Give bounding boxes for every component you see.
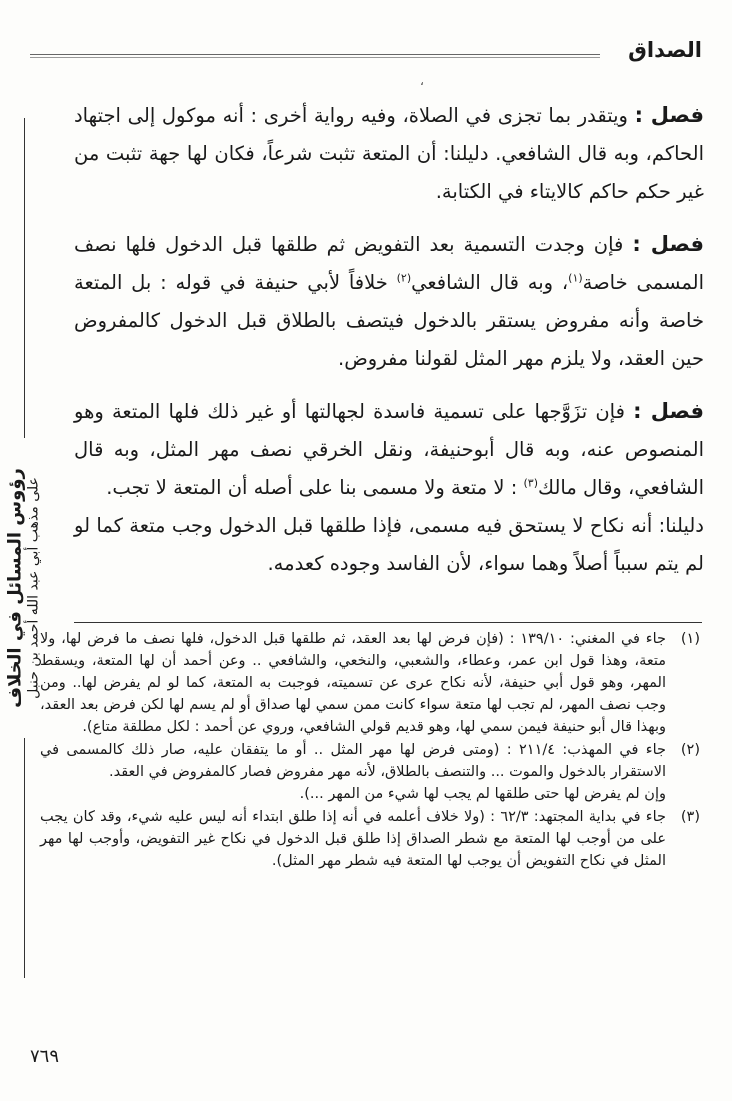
footnote-ref-3[interactable]: (٣) [523, 476, 539, 490]
footnote-text-continued: وإن لم يفرض لها حتى طلقها لم يجب لها شيء من المهر ...). [299, 786, 666, 802]
footnote-1 [40, 628, 700, 738]
footnote-2 [40, 739, 700, 805]
footnote-number: (٣) [680, 809, 700, 825]
footnote-ref-2[interactable]: (٢) [396, 271, 412, 285]
paragraph-text: ويتقدر بما تجزى في الصلاة، وفيه رواية أخرى : أنه موكول إلى اجتهاد الحاكم، وبه قال الشافعي. دليلنا: أن المتعة تثبت شرعاً، فكان لها جهة تثبت من غير حكم حاكم كالايتاء في الكتابة. [74, 104, 704, 203]
side-rule-bottom [24, 738, 25, 978]
stray-mark: ، [420, 74, 424, 88]
paragraph-text: فإن تزَوَّجها على تسمية فاسدة لجهالتها أو غير ذلك فلها المتعة وهو المنصوص عنه، وبه قال أبوحنيفة، ونقل الخرقي نصف مهر المثل، وبه قال الشافعي، وقال مالك [74, 400, 704, 499]
paragraph-2 [74, 225, 704, 378]
chapter-title: الصداق [628, 38, 702, 62]
paragraph-text: ، وبه قال الشافعي [411, 271, 569, 294]
paragraph-1 [74, 96, 704, 211]
footnote-text: جاء في بداية المجتهد: ٦٢/٣ : (ولا خلاف أعلمه في أنه إذا طلق ابتداء أنه ليس عليه شيء، وقد كان يجب على من أوجب لها المتعة مع شطر الصداق إذا طلق قبل الدخول في نكاح غير التفويض، وأوجب لها مهر المثل في نكاح التفويض أن يوجب لها المتعة فيه شطر مهر المثل). [40, 809, 666, 869]
paragraph-text: فإن وجدت التسمية بعد التفويض ثم طلقها قبل الدخول فلها نصف المسمى خاصة [74, 233, 705, 294]
footnote-separator [74, 622, 702, 623]
side-title-block [5, 468, 42, 708]
paragraph-3 [74, 392, 704, 507]
paragraph-text: خلافاً لأبي حنيفة في قوله : بل المتعة خاصة وأنه مفروض يستقر بالدخول فيتصف بالطلاق قبل الدخول كالمفروض حين العقد، ولا يلزم مهر المثل لقولنا مفروض. [74, 271, 704, 370]
footnote-number: (٢) [680, 742, 700, 758]
footnote-ref-1[interactable]: (١) [568, 271, 583, 285]
side-rule-top [24, 118, 25, 438]
footnote-text: جاء في المهذب: ٢١١/٤ : (ومتى فرض لها مهر المثل .. أو ما يتفقان عليه، صار ذلك كالمسمى في الاستقرار بالدخول والموت ... والتنصف بالطلاق، لأنه مهر مفروض فصار كالمفروض في العقد. [40, 742, 666, 780]
footnote-number: (١) [680, 631, 700, 647]
section-label: فصل : [633, 399, 704, 423]
paragraph-text: دليلنا: أنه نكاح لا يستحق فيه مسمى، فإذا طلقها قبل الدخول وجب متعة كما لو لم يتم سبباً أصلاً وهما سواء، لأن الفاسد وجوده كعدمه. [74, 514, 704, 575]
section-label: فصل : [634, 103, 704, 127]
footnote-text: جاء في المغني: ١٣٩/١٠ : (فإن فرض لها بعد العقد، ثم طلقها قبل الدخول، فلها نصف ما فرض لها، ولا متعة، وهذا قول ابن عمر، وعطاء، والشعبي، والنخعي، والشافعي .. وعن أحمد أن لها المتعة، ويسقط المهر، وهو قول أبي حنيفة، لأنه نكاح عرى عن تسميته، فوجبت به المتعة، كما لو لم يفرض لها.. ومن وجب نصف المهر، لم تجب لها متعة سواء كانت ممن سمي لها صداق أو لم يسم لها لكن فرض بعد العقد، وبهذا قال أبو حنيفة فيمن سمي لها، وهو قديم قولي الشافعي، وروي عن أحمد : لكل مطلقة متاع). [40, 631, 667, 735]
paragraph-text: : لا متعة ولا مسمى بنا على أصله أن المتعة لا تجب. [106, 476, 524, 499]
book-subtitle: على مذهب أبي عبد الله أحمد بن حنبل [25, 477, 42, 699]
book-title: رؤوس المسائل في الخلاف [4, 468, 26, 708]
page-header [30, 36, 702, 66]
footnotes [40, 628, 700, 873]
paragraph-4 [74, 507, 704, 583]
page-number: ٧٦٩ [30, 1046, 60, 1067]
section-label: فصل : [632, 232, 704, 256]
header-rule [30, 54, 600, 58]
footnote-3 [40, 806, 700, 872]
main-text [74, 96, 704, 597]
side-running-title [2, 118, 44, 1078]
